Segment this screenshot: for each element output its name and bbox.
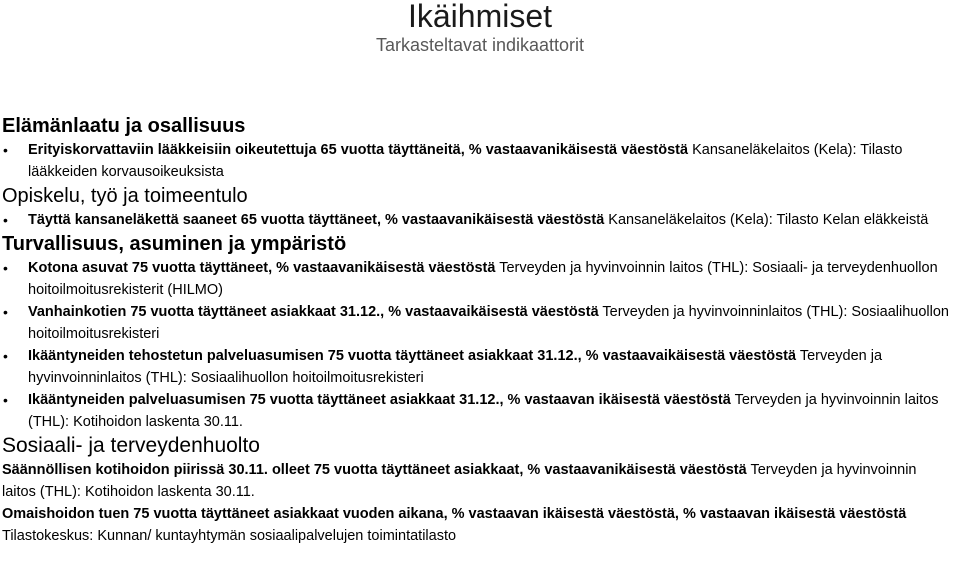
indicator-name: Erityiskorvattaviin lääkkeisiin oikeutettuja 65 vuotta täyttäneitä, % vastaavanikäisestä väestöstä	[28, 142, 689, 158]
indicator-list	[2, 113, 954, 547]
page-subtitle: Tarkasteltavat indikaattorit	[375, 35, 585, 55]
indicator-paragraph	[2, 459, 954, 503]
indicator-item	[2, 389, 954, 433]
page-title: Ikäihmiset	[407, 0, 553, 34]
indicator-source: Kansaneläkelaitos (Kela): Tilasto lääkkeiden korvausoikeuksista	[28, 142, 903, 180]
indicator-item	[2, 257, 954, 301]
section-heading-social-health-care: Sosiaali- ja terveydenhuolto	[2, 434, 260, 457]
indicator-name: Täyttä kansaneläkettä saaneet 65 vuotta täyttäneet, % vastaavanikäisestä väestöstä	[28, 212, 605, 228]
section-items	[2, 139, 954, 183]
indicator-item	[2, 139, 954, 183]
indicator-item	[2, 345, 954, 389]
indicator-name: Kotona asuvat 75 vuotta täyttäneet, % vastaavanikäisestä väestöstä	[28, 260, 496, 276]
indicator-item	[2, 209, 954, 231]
indicator-source: Terveyden ja hyvinvoinnin laitos (THL): Sosiaali- ja terveydenhuollon hoitoilmoitusrekisterit (HILMO)	[28, 260, 938, 298]
indicator-paragraph	[2, 503, 954, 547]
indicator-source: Terveyden ja hyvinvoinnin laitos (THL): Kotihoidon laskenta 30.11.	[2, 462, 917, 500]
indicator-source: Terveyden ja hyvinvoinnin laitos (THL): Kotihoidon laskenta 30.11.	[28, 392, 939, 430]
section-heading-safety-housing: Turvallisuus, asuminen ja ympäristö	[2, 233, 347, 255]
indicator-name: Säännöllisen kotihoidon piirissä 30.11. olleet 75 vuotta täyttäneet asiakkaat, % vastaavanikäisestä väestöstä	[2, 462, 747, 478]
indicator-name: Vanhainkotien 75 vuotta täyttäneet asiakkaat 31.12., % vastaavaikäisestä väestöstä	[28, 304, 599, 320]
section-heading-quality-of-life: Elämänlaatu ja osallisuus	[2, 115, 246, 137]
section-items	[2, 257, 954, 433]
section-heading-study-work: Opiskelu, työ ja toimeentulo	[2, 185, 248, 207]
section-items	[2, 209, 954, 231]
indicator-source: Terveyden ja hyvinvoinninlaitos (THL): Sosiaalihuollon hoitoilmoitusrekisteri	[28, 304, 949, 342]
indicator-item	[2, 301, 954, 345]
indicator-name: Omaishoidon tuen 75 vuotta täyttäneet asiakkaat vuoden aikana, % vastaavan ikäisestä väestöstä, % vastaavan ikäisestä väestöstä	[2, 506, 907, 522]
indicator-source: Kansaneläkelaitos (Kela): Tilasto Kelan eläkkeistä	[604, 212, 929, 228]
indicator-source: Terveyden ja hyvinvoinninlaitos (THL): Sosiaalihuollon hoitoilmoitusrekisteri	[28, 348, 883, 386]
indicator-name: Ikääntyneiden tehostetun palveluasumisen 75 vuotta täyttäneet asiakkaat 31.12., % vastaavaikäisestä väestöstä	[28, 348, 797, 364]
indicator-name: Ikääntyneiden palveluasumisen 75 vuotta täyttäneet asiakkaat 31.12., % vastaavan ikäisestä väestöstä	[28, 392, 731, 408]
indicator-source: Tilastokeskus: Kunnan/ kuntayhtymän sosiaalipalvelujen toimintatilasto	[2, 528, 457, 544]
